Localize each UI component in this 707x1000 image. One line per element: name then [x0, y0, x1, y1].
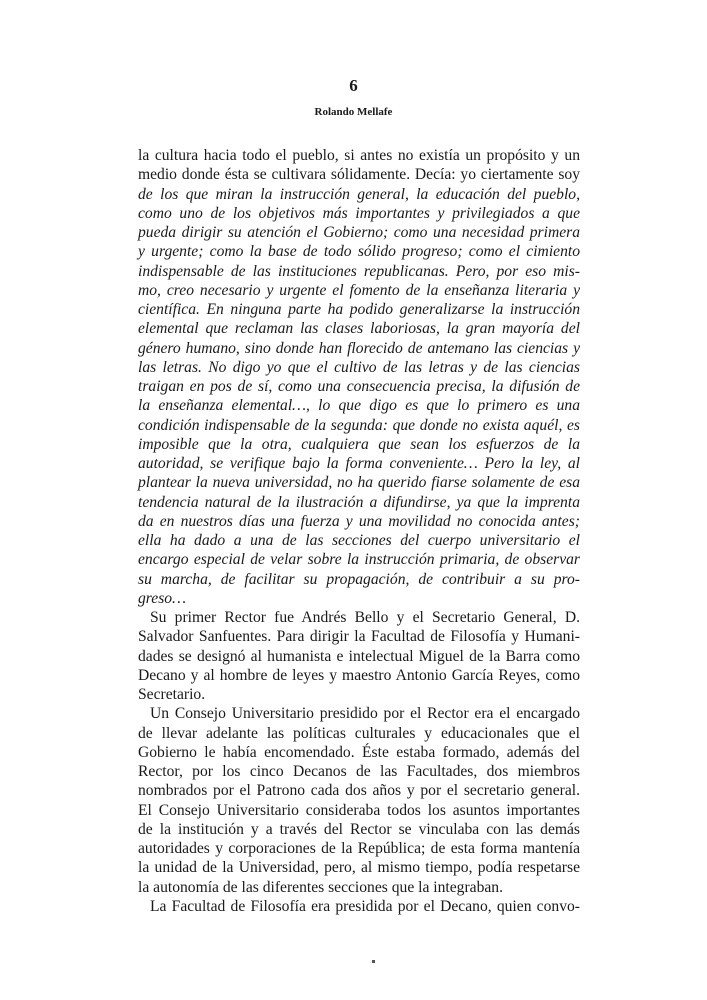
text-line: indispensable de las instituciones republicanas. Pero, por eso mis- [138, 262, 580, 280]
text-line: Secretario. [138, 686, 206, 703]
text-line: condición indispensable de la segunda: que donde no exista aquél, es [138, 416, 580, 434]
body-text [138, 146, 580, 916]
text-line: su marcha, de facilitar su propagación, de contribuir a su pro- [138, 570, 580, 588]
text-line: dades se designó al humanista e intelectual Miguel de la Barra como [138, 647, 580, 665]
text-line: pueda dirigir su atención el Gobierno; como una necesidad primera [138, 224, 580, 241]
text-line: Salvador Sanfuentes. Para dirigir la Facultad de Filosofía y Humani- [138, 628, 580, 646]
text-line: de llevar adelante las políticas culturales y educacionales que el [138, 724, 580, 742]
text-line: la cultura hacia todo el pueblo, si antes no existía un propósito y un [138, 147, 580, 164]
text-line: Rector, por los cinco Decanos de las Facultades, dos miembros [138, 763, 580, 780]
text-line: imposible que la otra, cualquiera que sean los esfuerzos de la [138, 435, 580, 453]
text-line: greso… [138, 589, 186, 607]
text-line: de la institución y a través del Rector se vinculaba con las demás [138, 820, 580, 838]
text-line: La Facultad de Filosofía era presidida por el Decano, quien convo- [150, 897, 580, 915]
text-line: plantear la nueva universidad, no ha querido fiarse solamente de esa [138, 474, 580, 492]
text-line: El Consejo Universitario consideraba todos los asuntos importantes [138, 801, 580, 819]
text-line: Un Consejo Universitario presidido por el Rector era el encargado [150, 705, 580, 723]
text-line: traigan en pos de sí, como una consecuencia precisa, la difusión de [138, 378, 580, 395]
text-line: medio donde ésta se cultivara sólidamente. Decía: yo ciertamente soy [138, 166, 580, 184]
text-line: autoridad, se verifique bajo la forma conveniente… Pero la ley, al [138, 455, 580, 472]
text-line: género humano, sino donde han florecido de antemano las ciencias y [138, 339, 580, 357]
text-line: la unidad de la Universidad, pero, al mismo tiempo, podía respetarse [138, 859, 580, 877]
text-line: Gobierno le había encomendado. Éste estaba formado, además del [138, 743, 580, 761]
text-line: científica. En ninguna parte ha podido generalizarse la instrucción [138, 301, 580, 318]
text-line: Su primer Rector fue Andrés Bello y el Secretario General, D. [150, 609, 580, 626]
text-line: nombrados por el Patrono cada dos años y por el secretario general. [138, 782, 580, 800]
text-line: como uno de los objetivos más importantes y privilegiados a que [138, 204, 580, 222]
text-line: las letras. No digo yo que el cultivo de las letras y de las ciencias [138, 358, 580, 376]
text-line: encargo especial de velar sobre la instrucción primaria, de observar [138, 551, 580, 569]
text-line: ella ha dado a una de las secciones del cuerpo universitario el [138, 532, 580, 549]
text-line: Decano y al hombre de leyes y maestro Antonio García Reyes, como [138, 666, 580, 684]
text-line: autoridades y corporaciones de la República; de esta forma mantenía [138, 840, 580, 857]
page-speck [372, 960, 375, 963]
running-head: Rolando Mellafe [314, 106, 393, 118]
page-number: 6 [349, 76, 358, 95]
text-line: la autonomía de las diferentes secciones que la integraban. [138, 878, 504, 896]
text-line: da en nuestros días una fuerza y una movilidad no conocida antes; [138, 512, 580, 530]
text-line: y urgente; como la base de todo sólido progreso; como el cimiento [138, 243, 580, 261]
text-line: de los que miran la instrucción general, la educación del pueblo, [138, 185, 580, 203]
text-line: mo, creo necesario y urgente el fomento de la enseñanza literaria y [138, 281, 580, 299]
text-line: elemental que reclaman las clases laboriosas, la gran mayoría del [138, 320, 580, 338]
text-line: la enseñanza elemental…, lo que digo es que lo primero es una [138, 397, 580, 415]
text-line: tendencia natural de la ilustración a difundirse, ya que la imprenta [138, 493, 580, 511]
